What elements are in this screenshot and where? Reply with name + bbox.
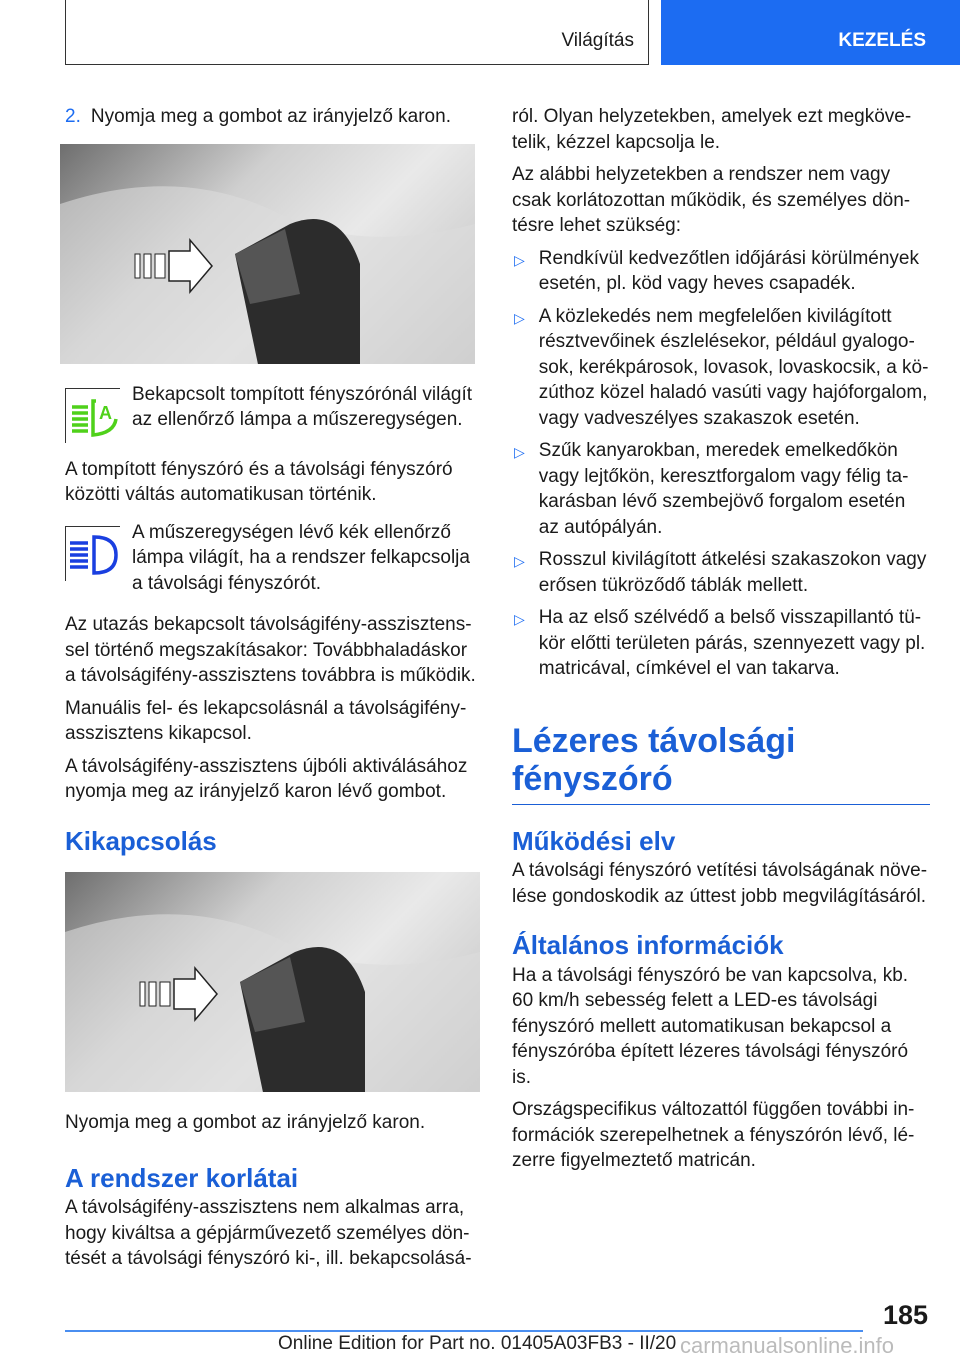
bullet-triangle-icon: ▷ [514, 444, 525, 460]
step-number: 2. [65, 106, 81, 127]
paragraph: A tompított fényszóró és a távolsági fényszóró közötti váltás automatikusan történik. [65, 458, 453, 505]
heading-laser-high-beam: Lézeres távolsági fényszóró [512, 722, 930, 805]
indicator1-text: Bekapcsolt tompított fényszórónál világít az ellenőrző lámpa a műszeregységen. [132, 383, 473, 430]
svg-text:A: A [99, 402, 112, 423]
paragraph: Az utazás bekapcsolt távolságifény-asszisztens-sel történő megszakításakor: Továbbhaladáskor a távolságifény-asszisztens továbbra is működik. [65, 614, 476, 686]
list-item [512, 438, 930, 540]
bullet-triangle-icon: ▷ [514, 251, 525, 268]
bullet-triangle-icon: ▷ [514, 309, 525, 326]
bullet-triangle-icon: ▷ [514, 611, 525, 627]
heading-switch-off: Kikapcsolás [65, 825, 217, 856]
heading-operating-principle: Működési elv [512, 825, 676, 856]
list-item-text: Szűk kanyarokban, meredek emelkedőkön vagy lejtőkön, keresztforgalom vagy félig ta-karásban lévő szembejövő forgalom esetén az autópályán. [538, 440, 909, 538]
step-2 [65, 104, 477, 130]
watermark: carmanualsonline.info [680, 1333, 895, 1358]
paragraph: Nyomja meg a gombot az irányjelző karon. [65, 1112, 426, 1133]
indicator2-text: A műszeregységen lévő kék ellenőrző lámpa világít, ha a rendszer felkapcsolja a távolsági fényszórót. [132, 521, 470, 594]
edition-note: Online Edition for Part no. 01405A03FB3 - II/20 [278, 1333, 677, 1354]
step-text: Nyomja meg a gombot az irányjelző karon. [90, 106, 451, 127]
list-item-text: Rendkívül kedvezőtlen időjárási körülmények esetén, pl. köd vagy heves csapadék. [538, 247, 919, 294]
left-column [65, 104, 477, 1279]
paragraph: A távolságifény-asszisztens újbóli aktiválásához nyomja meg az irányjelző karon lévő gombot. [65, 755, 468, 802]
right-column [512, 104, 930, 1181]
section-title: Világítás [561, 30, 634, 51]
list-item-text: A közlekedés nem megfelelően kivilágított résztvevőinek észlelésekor, például gyalogo-sok, kerékpárosok, lovasok, lovaskocsik, a kö-zúthoz közel haladó vasúti vagy hajóforgalom, vagy vadveszélyes szakaszok esetén. [538, 305, 929, 429]
heading-general-info: Általános információk [512, 930, 784, 960]
lever-illustration [65, 872, 480, 1092]
footer-divider [65, 1330, 863, 1332]
blue-high-beam-icon [65, 526, 120, 581]
paragraph: ról. Olyan helyzetekben, amelyek ezt megköve-telik, kézzel kapcsolja le. [512, 106, 912, 153]
bullet-triangle-icon: ▷ [514, 553, 525, 569]
paragraph: Ha a távolsági fényszóró be van kapcsolva, kb. 60 km/h sebesség felett a LED-es távolsági fényszóró mellett automatikusan bekapcsol a fényszóróba épített lézeres távolsági fényszóró is. [512, 964, 909, 1088]
list-item-text: Ha az első szélvédő a belső visszapillantó tü-kör előtti területen párás, szennyezett vagy pl. matricával, címkével el van takarva. [538, 607, 926, 679]
indicator-high-beam [65, 520, 477, 597]
chapter-tab [661, 0, 960, 65]
paragraph: A távolságifény-asszisztens nem alkalmas arra, hogy kiváltsa a gépjárművezető személyes dön-tését a távolsági fényszóró ki-, ill. bekapcsolásá- [65, 1197, 472, 1269]
list-item [512, 246, 930, 297]
chapter-tab-label: KEZELÉS [838, 30, 926, 51]
list-item [512, 547, 930, 598]
page-number: 185 [882, 1300, 928, 1330]
limitations-list [512, 246, 930, 682]
paragraph: Az alábbi helyzetekben a rendszer nem vagy csak korlátozottan működik, és személyes dön-tésre lehet szükség: [512, 164, 911, 236]
turn-signal-lever-image [60, 144, 475, 364]
list-item-text: Rosszul kivilágított átkelési szakaszokon vagy erősen tükröződő táblák mellett. [538, 549, 927, 596]
paragraph: Manuális fel- és lekapcsolásnál a távolságifény-asszisztens kikapcsol. [65, 697, 467, 744]
indicator-low-beam-assist [65, 382, 477, 443]
heading-system-limits: A rendszer korlátai [65, 1162, 299, 1193]
turn-signal-lever-image-2 [65, 872, 480, 1092]
paragraph: A távolsági fényszóró vetítési távolságának növe-lése gondoskodik az úttest jobb megvilágításáról. [512, 860, 928, 907]
list-item [512, 304, 930, 432]
green-headlight-auto-icon [65, 388, 120, 443]
paragraph: Országspecifikus változattól függően további in-formációk szerepelhetnek a fényszórón lévő, lé-zerre figyelmeztető matricán. [512, 1099, 915, 1171]
lever-illustration [60, 144, 475, 364]
header-box [65, 0, 649, 65]
list-item [512, 605, 930, 682]
